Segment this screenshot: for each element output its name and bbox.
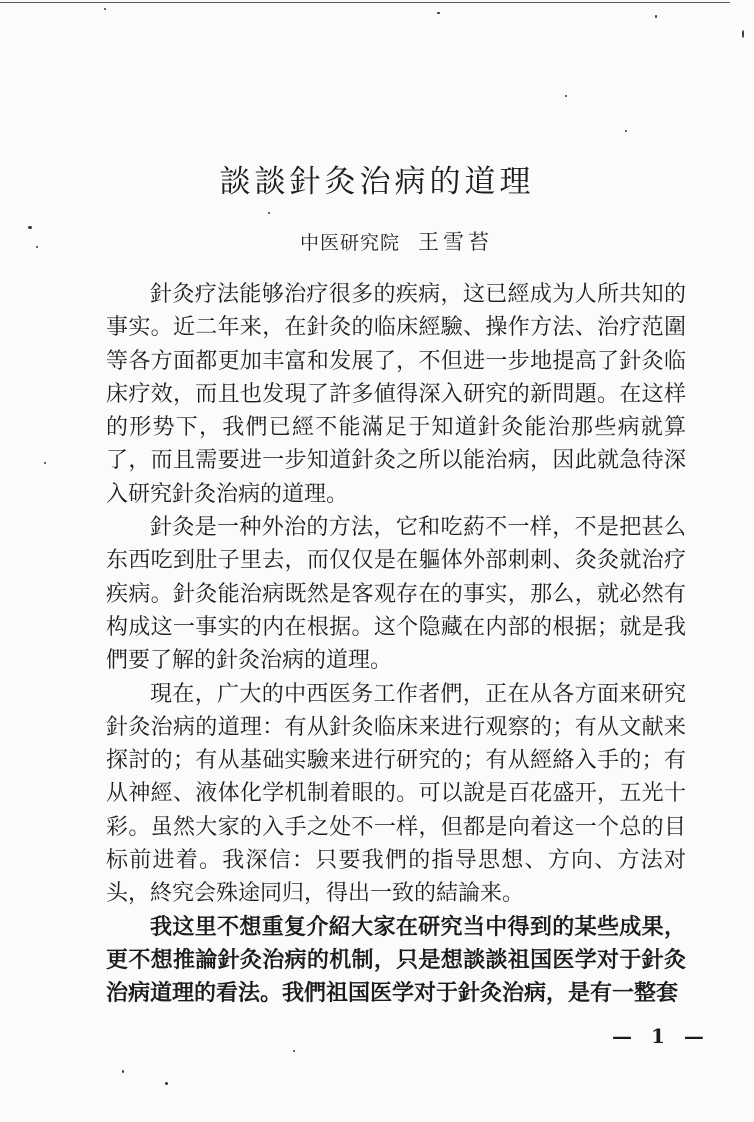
scan-speck [625, 130, 627, 132]
scan-speck [268, 212, 270, 214]
author-name: 王雪苔 [418, 230, 494, 254]
scan-speck [44, 462, 46, 464]
scan-speck [104, 8, 106, 10]
scan-speck [437, 12, 440, 14]
author-institution: 中医研究院 [300, 232, 401, 254]
author-byline [300, 228, 493, 257]
body-paragraph: 現在，广大的中西医务工作者們，正在从各方面来研究針灸治病的道理：有从針灸临床来进行观察的；有从文献来探討的；有从基础实驗来进行研究的；有从經絡入手的；有从神經、液体化学机制着眼的。可以說是百花盛开，五光十彩。虽然大家的入手之处不一样，但都是向着这一个总的目标前进着。我深信：只要我們的指导思想、方向、方法对头，終究会殊途同归，得出一致的結論来。 [106, 681, 686, 907]
body-paragraph: 針灸是一种外治的方法，它和吃葯不一样，不是把甚么东西吃到肚子里去，而仅仅是在軀体外部刺刺、灸灸就治疗疾病。針灸能治病既然是客观存在的事实，那么，就必然有构成这一事实的内在根据。这个隐藏在内部的根据；就是我們要了解的針灸治病的道理。 [106, 515, 686, 674]
scan-speck [742, 30, 744, 38]
top-border-rule [0, 2, 730, 3]
body-paragraph: 針灸疗法能够治疗很多的疾病，这已經成为人所共知的事实。近二年来，在針灸的临床經驗、操作方法、治疗范圍等各方面都更加丰富和发展了，不但进一步地提高了針灸临床疗效，而且也发現了許多値得深入研究的新問題。在这样的形势下，我們已經不能滿足于知道針灸能治那些病就算了，而且需要进一步知道針灸之所以能治病，因此就急待深入研究針灸治病的道理。 [106, 282, 686, 507]
article-body [106, 278, 686, 1011]
scan-speck [165, 1082, 168, 1085]
scan-speck [293, 1050, 295, 1052]
scan-speck [655, 15, 657, 18]
scan-speck [565, 95, 567, 97]
page-number: — 1 — [612, 1024, 710, 1048]
scan-speck [36, 246, 38, 248]
body-paragraph: 我这里不想重复介紹大家在研究当中得到的某些成果，更不想推論針灸治病的机制，只是想談談祖国医学对于針灸治病道理的看法。我們祖国医学对于針灸治病，是有一整套 [106, 913, 686, 1007]
article-title: 談談針灸治病的道理 [219, 164, 535, 200]
scan-speck [28, 226, 32, 229]
scan-speck [122, 1070, 124, 1073]
